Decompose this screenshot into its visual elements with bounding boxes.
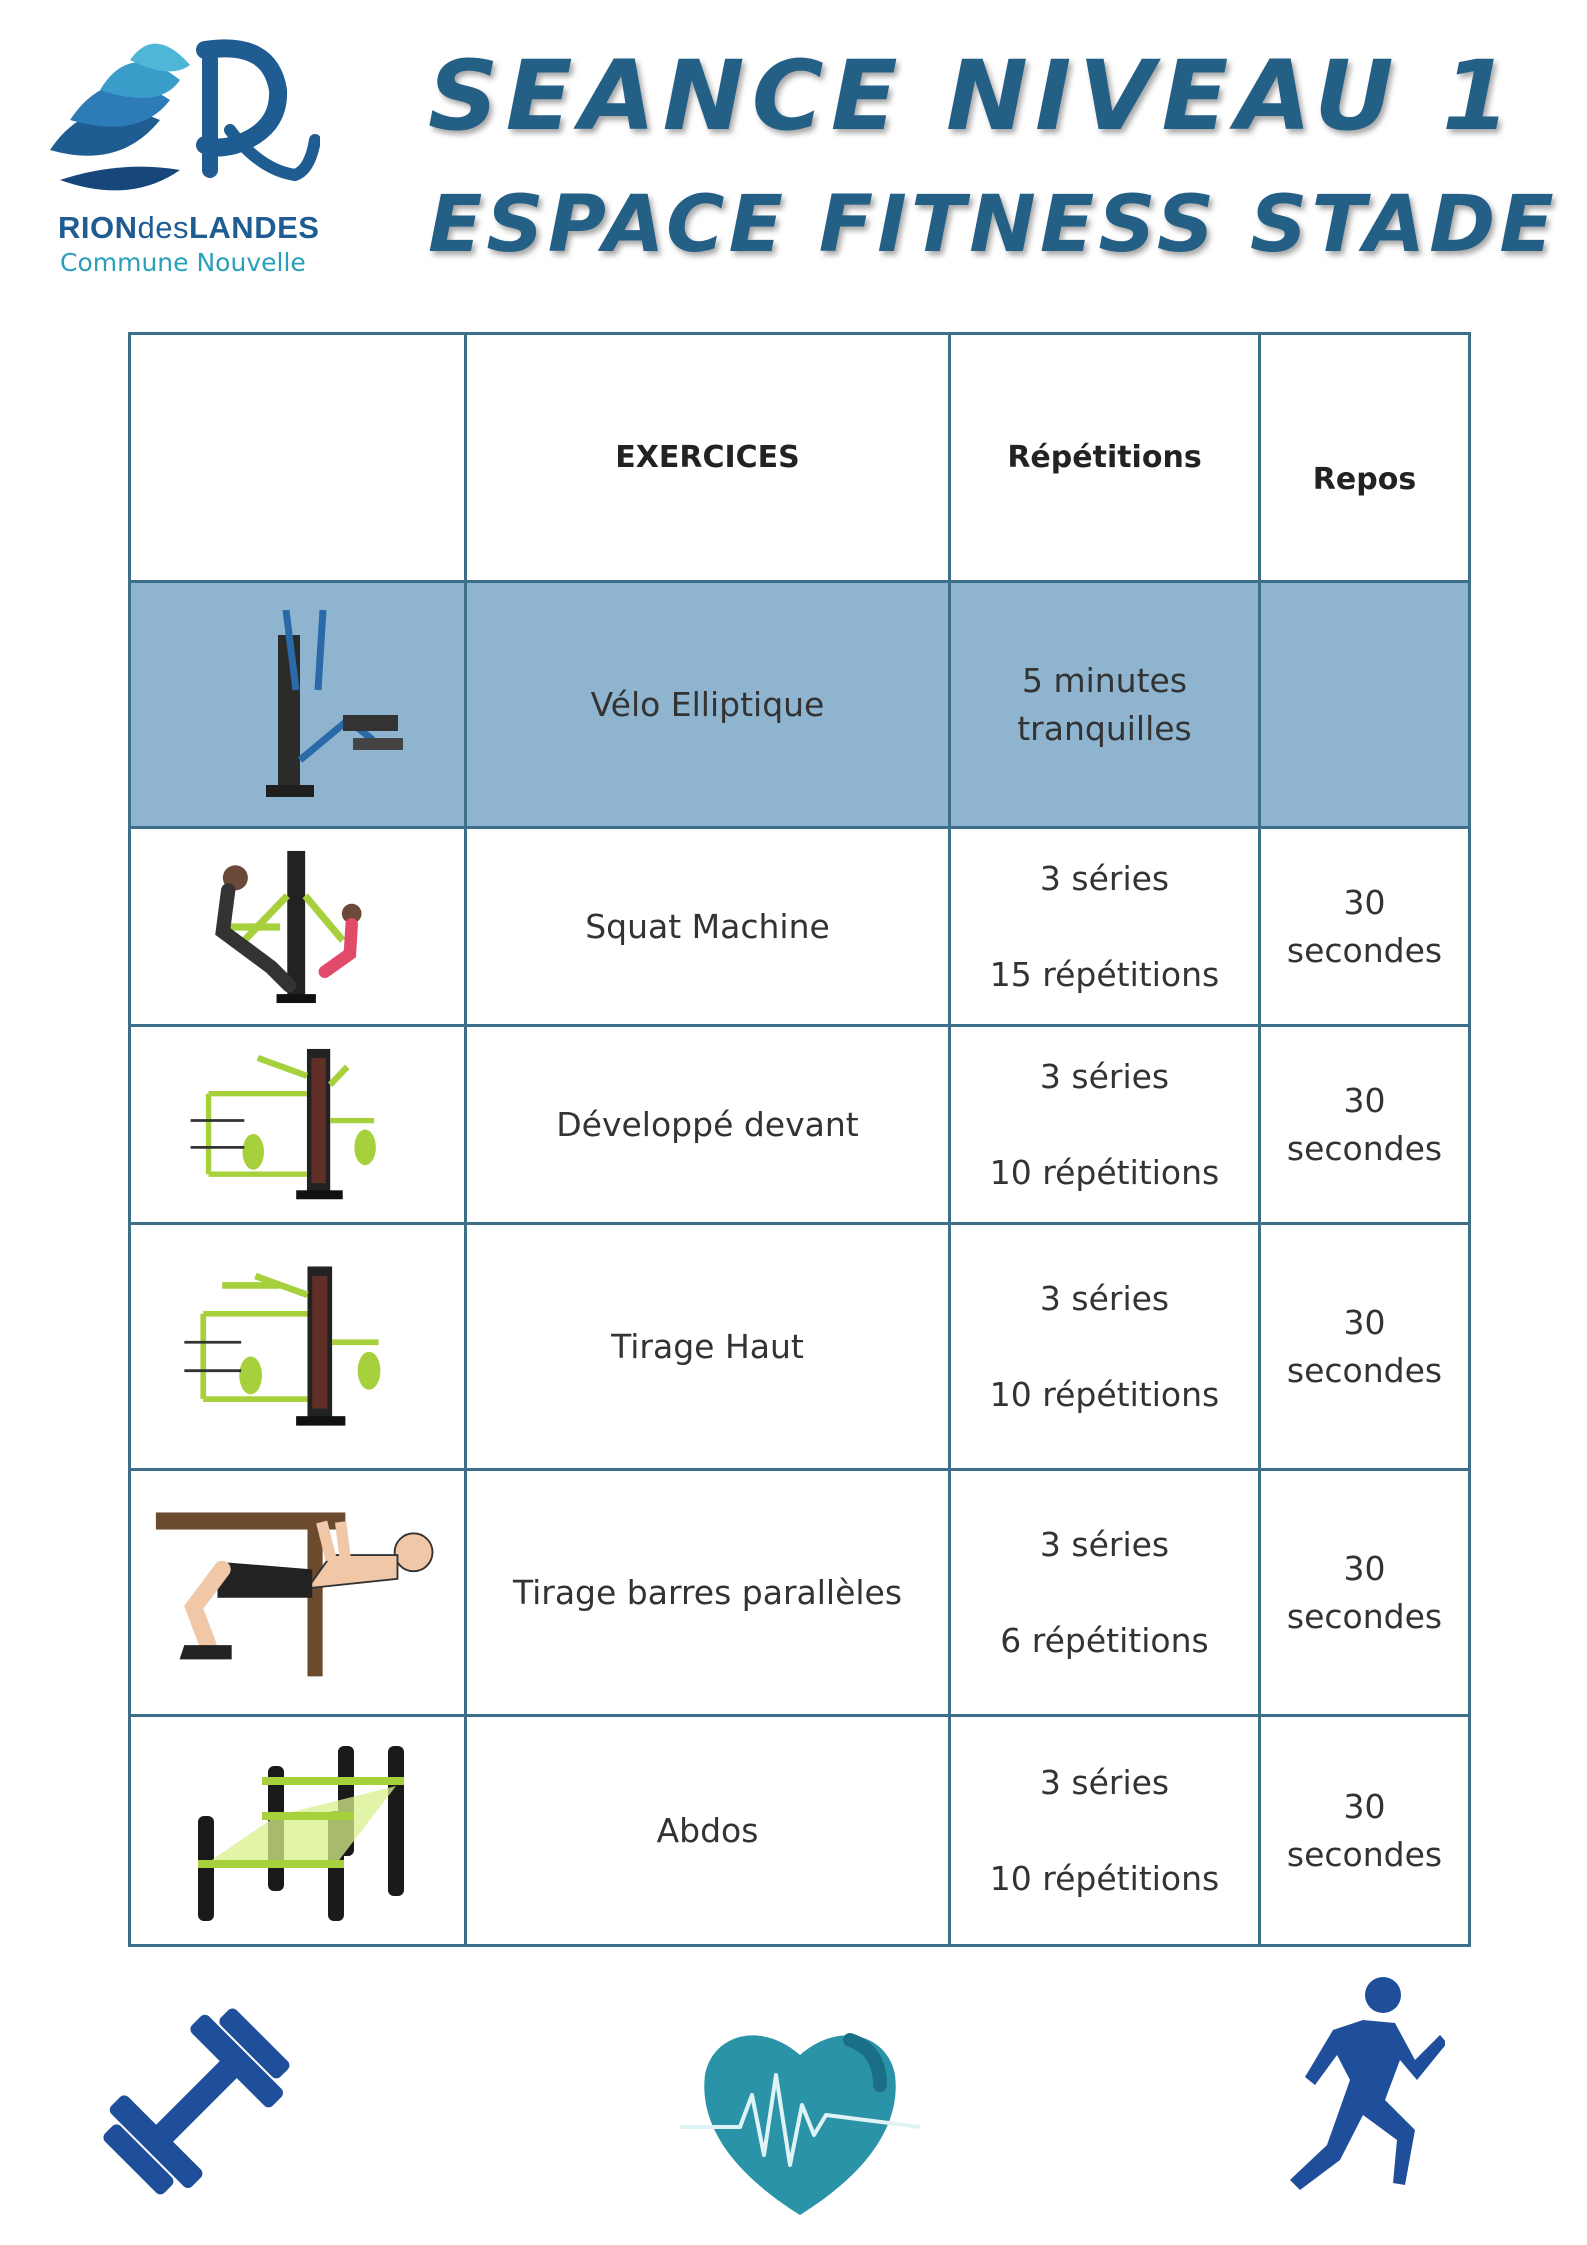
logo-name: RIONdesLANDES: [58, 210, 320, 245]
page-subtitle: ESPACE FITNESS STADE: [428, 180, 1558, 270]
table-row: [130, 1716, 1470, 1946]
exercise-rest: 30 secondes: [1260, 1224, 1470, 1470]
table-row: [130, 1470, 1470, 1716]
shoulder-press-image: [158, 1040, 438, 1210]
table-row: [130, 828, 1470, 1026]
exercise-image-cell: [130, 1470, 466, 1716]
table-header-row: [130, 334, 1470, 582]
heartbeat-icon: [680, 2015, 920, 2225]
squat-machine-image: [158, 842, 438, 1012]
header-rest: Repos: [1260, 334, 1470, 582]
exercise-name: Tirage Haut: [466, 1224, 950, 1470]
exercise-image-cell: [130, 1224, 466, 1470]
exercise-table: [128, 332, 1471, 1947]
exercise-reps: 3 séries 10 répétitions: [950, 1026, 1260, 1224]
lat-pulldown-image: [158, 1257, 438, 1437]
header-image: [130, 334, 466, 582]
exercise-reps: 3 séries 10 répétitions: [950, 1716, 1260, 1946]
exercise-name: Vélo Elliptique: [466, 582, 950, 828]
exercise-name: Développé devant: [466, 1026, 950, 1224]
dumbbell-icon: [80, 1990, 310, 2210]
runner-icon: [1245, 1975, 1445, 2225]
exercise-rest: 30 secondes: [1260, 1026, 1470, 1224]
exercise-rest: 30 secondes: [1260, 1470, 1470, 1716]
exercise-image-cell: [130, 1026, 466, 1224]
exercise-name: Squat Machine: [466, 828, 950, 1026]
exercise-rest: 30 secondes: [1260, 828, 1470, 1026]
table-row: [130, 582, 1470, 828]
exercise-reps: 3 séries 6 répétitions: [950, 1470, 1260, 1716]
table-row: [130, 1026, 1470, 1224]
lotus-logo-icon: [30, 20, 320, 210]
exercise-name: Abdos: [466, 1716, 950, 1946]
parallel-bar-row-image: [148, 1503, 448, 1683]
exercise-image-cell: [130, 1716, 466, 1946]
table-row: [130, 1224, 1470, 1470]
exercise-reps: 3 séries 10 répétitions: [950, 1224, 1260, 1470]
exercise-reps: 5 minutes tranquilles: [950, 582, 1260, 828]
header-reps: Répétitions: [950, 334, 1260, 582]
exercise-image-cell: [130, 582, 466, 828]
abs-bench-image: [158, 1736, 438, 1926]
page-title: SEANCE NIVEAU 1: [428, 40, 1518, 152]
exercise-rest: [1260, 582, 1470, 828]
header-exercise: EXERCICES: [466, 334, 950, 582]
exercise-reps: 3 séries 15 répétitions: [950, 828, 1260, 1026]
elliptical-bike-image: [158, 610, 438, 800]
exercise-name: Tirage barres parallèles: [466, 1470, 950, 1716]
exercise-rest: 30 secondes: [1260, 1716, 1470, 1946]
logo-subtitle: Commune Nouvelle: [60, 248, 306, 277]
commune-logo: [30, 20, 320, 277]
exercise-image-cell: [130, 828, 466, 1026]
